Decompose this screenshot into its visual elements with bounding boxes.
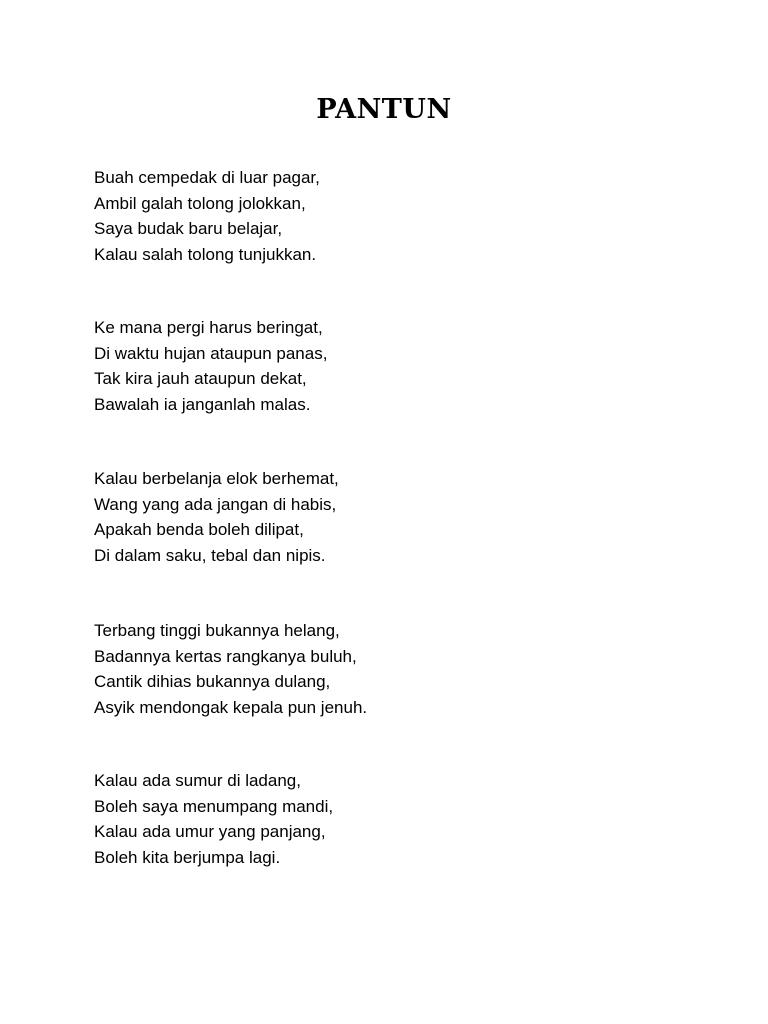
stanza-line: Terbang tinggi bukannya helang,	[94, 621, 340, 640]
stanza-line: Saya budak baru belajar,	[94, 219, 283, 238]
stanza-1	[94, 165, 694, 267]
stanza-3	[94, 466, 694, 568]
stanza-line: Ke mana pergi harus beringat,	[94, 318, 323, 337]
stanza-line: Cantik dihias bukannya dulang,	[94, 672, 331, 691]
stanza-line: Boleh kita berjumpa lagi.	[94, 847, 281, 867]
stanza-line: Boleh saya menumpang mandi,	[94, 796, 334, 816]
stanza-line: Ambil galah tolong jolokkan,	[94, 193, 306, 213]
stanza-line: Kalau berbelanja elok berhemat,	[94, 469, 339, 488]
stanza-line: Asyik mendongak kepala pun jenuh.	[94, 697, 368, 717]
stanza-line: Kalau salah tolong tunjukkan.	[94, 244, 317, 264]
stanza-line: Kalau ada umur yang panjang,	[94, 822, 326, 841]
page-title: PANTUN	[316, 94, 452, 125]
stanza-2	[94, 315, 694, 417]
stanza-line: Di dalam saku, tebal dan nipis.	[94, 545, 326, 565]
stanza-line: Kalau ada sumur di ladang,	[94, 771, 301, 790]
stanza-line: Bawalah ia janganlah malas.	[94, 394, 311, 414]
stanza-line: Wang yang ada jangan di habis,	[94, 494, 337, 514]
stanza-4	[94, 618, 694, 720]
stanza-line: Di waktu hujan ataupun panas,	[94, 343, 328, 363]
stanza-line: Apakah benda boleh dilipat,	[94, 520, 304, 539]
stanza-line: Tak kira jauh ataupun dekat,	[94, 369, 307, 388]
stanza-line: Buah cempedak di luar pagar,	[94, 168, 320, 187]
stanza-line: Badannya kertas rangkanya buluh,	[94, 646, 357, 666]
stanza-5	[94, 768, 694, 870]
